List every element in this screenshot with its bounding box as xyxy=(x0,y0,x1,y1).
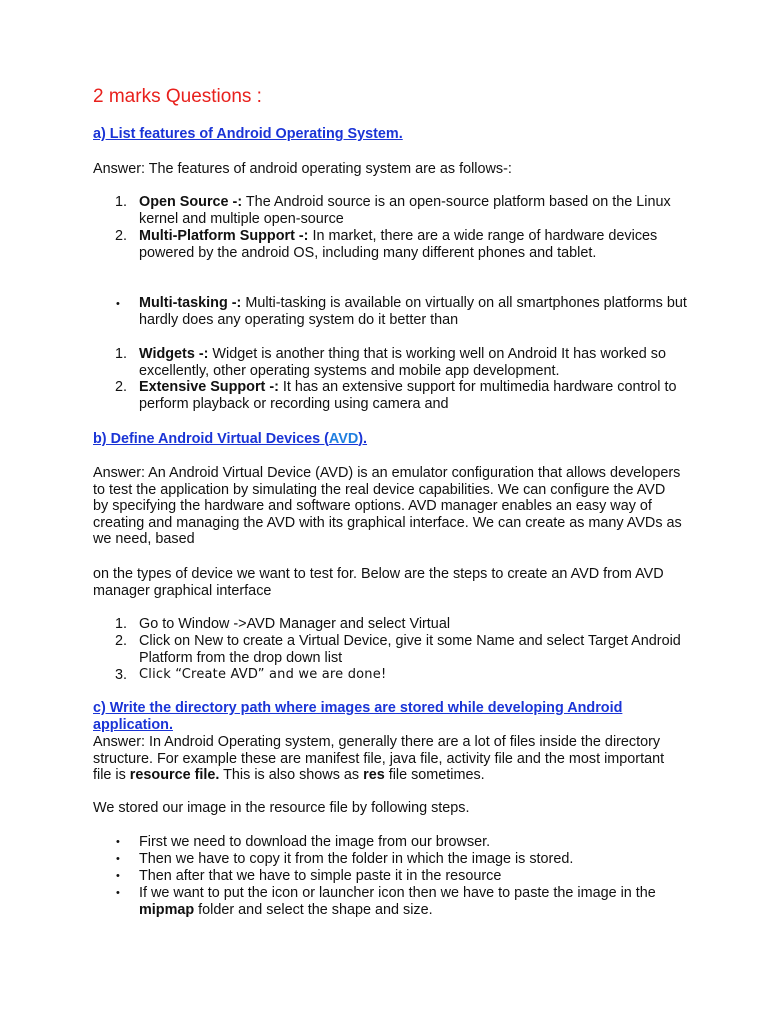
step-item-3: Click “Create AVD” and we are done! xyxy=(139,667,387,682)
list1-item-1-text: The Android source is an open-source platform based on the Linux kernel and multiple open-source xyxy=(139,194,671,227)
question-b-heading xyxy=(93,431,683,448)
list1-item-1 xyxy=(139,194,687,227)
bullet-marker: • xyxy=(116,887,120,899)
question-b-heading-part1: b) Define Android Virtual Devices ( xyxy=(93,431,329,447)
page-title: 2 marks Questions : xyxy=(93,86,262,107)
question-a-answer: Answer: The features of android operating system are as follows-: xyxy=(93,161,512,177)
step-item-1: Go to Window ->AVD Manager and select Virtual xyxy=(139,616,451,632)
question-c-answer-bold1: resource file. xyxy=(129,767,220,784)
multitasking-text: Multi-tasking is available on virtually on all smartphones platforms but hardly does any operating system do it better than xyxy=(139,295,687,328)
list2-item-2-term: Extensive Support -: xyxy=(139,379,279,395)
list2-item-1 xyxy=(139,346,687,379)
list2-item-1-text: Widget is another thing that is working well on Android It has worked so excellently, other operating systems and mobile app development. xyxy=(139,346,666,379)
step-bullet-1: First we need to download the image from our browser. xyxy=(139,834,491,850)
step-number-2: 2. xyxy=(115,633,128,649)
list1-item-2-text: In market, there are a wide range of hardware devices powered by the android OS, including many different phones and tablet. xyxy=(139,228,658,261)
question-c-intro: We stored our image in the resource file by following steps. xyxy=(93,800,470,816)
question-c-answer-bold2: res xyxy=(363,767,385,784)
bullet-marker: • xyxy=(116,870,120,882)
step-bullet-3: Then after that we have to simple paste it in the resource xyxy=(139,868,502,884)
list2-item-2-text: It has an extensive support for multimedia hardware control to perform playback or recording using camera and xyxy=(139,379,677,412)
question-b-heading-avd: AVD xyxy=(328,431,359,447)
list1-number-2: 2. xyxy=(115,228,128,244)
list1-item-2 xyxy=(139,228,687,261)
list1-number-1: 1. xyxy=(115,194,128,210)
question-b-answer-2: on the types of device we want to test for. Below are the steps to create an AVD from AVD manager graphical interface xyxy=(93,566,664,599)
question-c-answer-pre: Answer: In Android Operating system, generally there are a lot of files inside the directory structure. For example these are manifest file, java file, activity file and the most important file is xyxy=(93,734,665,784)
list1-item-2-term: Multi-Platform Support -: xyxy=(139,228,309,244)
bullet-marker: • xyxy=(116,836,120,848)
step-bullet-2: Then we have to copy it from the folder in which the image is stored. xyxy=(139,851,574,867)
step-number-1: 1. xyxy=(115,616,128,632)
multitasking-item xyxy=(139,295,687,328)
step-bullet-4-post: folder and select the shape and size. xyxy=(194,901,433,918)
step-bullet-4-bold: mipmap xyxy=(139,901,195,918)
question-b-answer-1: Answer: An Android Virtual Device (AVD) is an emulator configuration that allows developers to test the application by simulating the real device capabilities. We can configure the AVD by specifying the hardware and software options. AVD manager enables an easy way of creating and managing the AVD with its graphical interface. We can create as many AVDs as we need, based xyxy=(93,465,682,548)
multitasking-term: Multi-tasking -: xyxy=(139,295,242,311)
bullet-marker: • xyxy=(116,298,120,310)
question-b-heading-part3: ). xyxy=(358,431,368,447)
question-c-answer xyxy=(93,734,683,784)
step-item-2: Click on New to create a Virtual Device, give it some Name and select Target Android Platform from the drop down list xyxy=(139,633,681,666)
question-c-answer-mid: This is also shows as xyxy=(219,767,364,784)
list2-item-2 xyxy=(139,379,687,412)
step-bullet-4-pre: If we want to put the icon or launcher icon then we have to paste the image in the xyxy=(139,885,656,901)
bullet-marker: • xyxy=(116,853,120,865)
question-c-heading: c) Write the directory path where images are stored while developing Android application. xyxy=(93,700,623,733)
step-bullet-4 xyxy=(139,885,687,918)
list2-number-2: 2. xyxy=(115,379,128,395)
step-number-3: 3. xyxy=(115,667,128,683)
list1-item-1-term: Open Source -: xyxy=(139,194,243,210)
list2-item-1-term: Widgets -: xyxy=(139,346,209,362)
question-a-heading: a) List features of Android Operating System. xyxy=(93,126,403,142)
question-c-answer-post: file sometimes. xyxy=(384,767,485,784)
list2-number-1: 1. xyxy=(115,346,128,362)
